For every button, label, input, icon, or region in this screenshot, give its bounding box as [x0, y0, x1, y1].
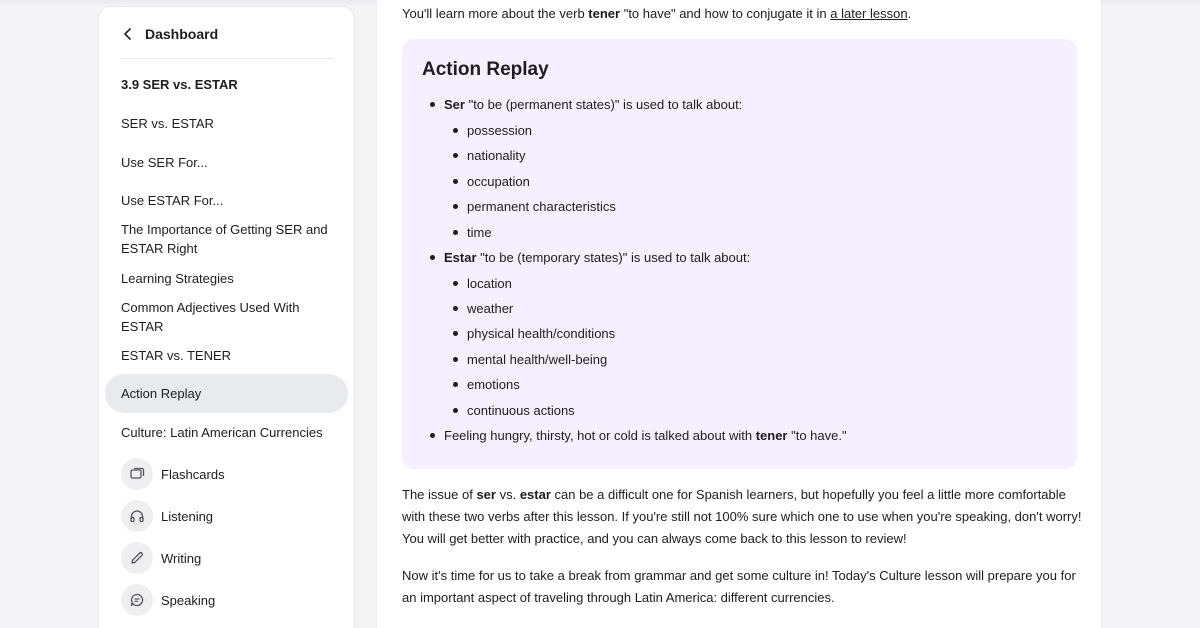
sidebar-item-estar-vs-tener[interactable]: ESTAR vs. TENER [121, 348, 232, 363]
tool-label: Speaking [161, 592, 216, 608]
sidebar-divider [121, 58, 333, 59]
sidebar-item-culture[interactable]: Culture: Latin American Currencies [121, 425, 323, 440]
list-item: possession [467, 123, 533, 138]
sidebar-tool-listening[interactable] [121, 500, 213, 532]
list-item: emotions [467, 377, 520, 392]
tool-label: Flashcards [161, 466, 225, 482]
sidebar-tool-writing[interactable] [121, 542, 201, 574]
action-replay-title: Action Replay [422, 59, 549, 80]
later-lesson-link[interactable]: a later lesson [830, 6, 908, 21]
intro-paragraph: You'll learn more about the verb tener "to have" and how to conjugate it in a later lesson. [402, 6, 912, 21]
headphones-icon [129, 508, 145, 524]
sidebar-item-ser-vs-estar[interactable]: SER vs. ESTAR [121, 116, 214, 131]
list-item-feeling: Feeling hungry, thirsty, hot or cold is talked about with tener "to have." [444, 428, 847, 443]
list-item: occupation [467, 174, 530, 189]
speech-bubble-icon [129, 592, 145, 608]
list-item: permanent characteristics [467, 199, 616, 214]
conclusion-paragraph: The issue of ser vs. estar can be a difficult one for Spanish learners, but hopefully you feel a little more comfortable with these two verbs after this lesson. If you're still not 100% sure which one to use when you're speaking, don't worry! You will get better with practice, and you can always come back to this lesson to review! [402, 487, 1082, 546]
lesson-content [376, 0, 1102, 628]
tool-label: Writing [161, 550, 202, 566]
sidebar-item-use-estar[interactable]: Use ESTAR For... [121, 193, 224, 208]
sidebar-item-action-replay[interactable]: Action Replay [121, 386, 202, 401]
sidebar-item-learning-strategies[interactable]: Learning Strategies [121, 271, 234, 286]
sidebar-section-title[interactable]: 3.9 SER vs. ESTAR [121, 77, 238, 92]
action-replay-box [402, 39, 1077, 469]
list-item-ser: Ser "to be (permanent states)" is used to talk about: [444, 97, 743, 112]
sidebar-item-importance[interactable]: The Importance of Getting SER and ESTAR Right [121, 222, 328, 256]
back-to-dashboard-button[interactable] [121, 23, 218, 45]
pencil-icon [129, 550, 145, 566]
chevron-left-icon [121, 27, 135, 41]
sidebar-item-common-adjectives[interactable]: Common Adjectives Used With ESTAR [121, 300, 300, 334]
list-item: physical health/conditions [467, 326, 616, 341]
list-item: continuous actions [467, 403, 575, 418]
list-item: location [467, 276, 512, 291]
list-item: weather [467, 301, 514, 316]
flashcards-icon [129, 466, 145, 482]
sidebar-tool-speaking[interactable] [121, 584, 215, 616]
lesson-sidebar [98, 6, 355, 628]
list-item: time [467, 225, 492, 240]
list-item: nationality [467, 148, 526, 163]
culture-intro-paragraph: Now it's time for us to take a break from grammar and get some culture in! Today's Culture lesson will prepare you for an important aspect of traveling through Latin America: different currencies. [402, 568, 1076, 605]
list-item-estar: Estar "to be (temporary states)" is used to talk about: [444, 250, 751, 265]
sidebar-tool-flashcards[interactable] [121, 458, 225, 490]
back-label: Dashboard [145, 26, 219, 42]
list-item: mental health/well-being [467, 352, 608, 367]
sidebar-item-use-ser[interactable]: Use SER For... [121, 155, 208, 170]
tool-label: Listening [161, 508, 214, 524]
